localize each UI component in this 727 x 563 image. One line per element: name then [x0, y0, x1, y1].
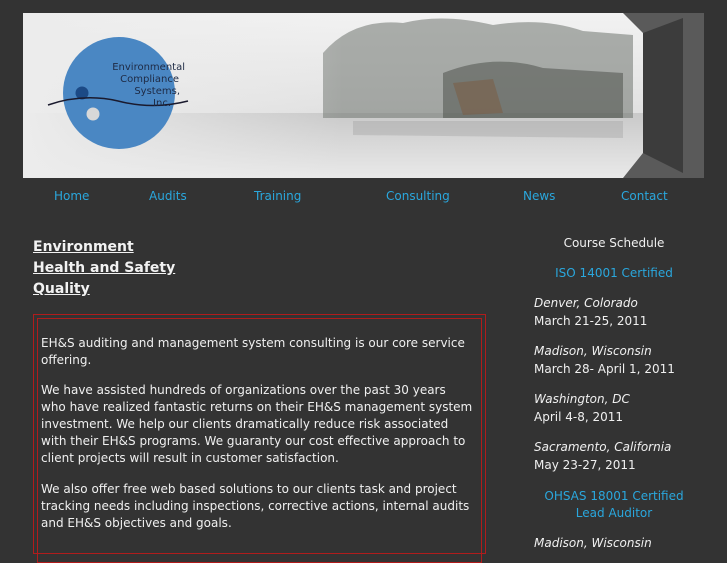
- session-dates: April 4-8, 2011: [534, 410, 624, 424]
- session-city: Denver, Colorado: [534, 296, 638, 310]
- session-city: Washington, DC: [534, 392, 630, 406]
- nav-news[interactable]: News: [523, 189, 556, 203]
- experience-paragraph: We have assisted hundreds of organizations over the past 30 years who have realized fantastic returns on their EH&S management system investment. We help our clients dramatically reduce risk associated with their EH&S programs. We guaranty our cost effective approach to client projects will result in customer satisfaction.: [41, 383, 473, 465]
- session-dates: May 23-27, 2011: [534, 458, 636, 472]
- session-dates: March 21-25, 2011: [534, 314, 648, 328]
- logo[interactable]: [65, 62, 185, 110]
- intro-paragraph: EH&S auditing and management system consulting is our core service offering.: [41, 336, 465, 367]
- iso-14001-link[interactable]: ISO 14001 Certified: [555, 266, 673, 280]
- header-banner: [23, 13, 704, 178]
- main-nav: [0, 189, 727, 207]
- topic-links: [33, 237, 175, 300]
- link-environment[interactable]: Environment: [33, 239, 134, 255]
- logo-line-2: Compliance: [120, 74, 179, 85]
- session-city: Sacramento, California: [534, 440, 672, 454]
- session-city: Madison, Wisconsin: [534, 536, 652, 550]
- web-solutions-paragraph: We also offer free web based solutions to our clients task and project tracking needs including inspections, corrective actions, internal audits and EH&S objectives and goals.: [41, 482, 470, 530]
- logo-line-3: Systems,: [134, 86, 180, 97]
- content-box: [33, 314, 486, 554]
- session-city: Madison, Wisconsin: [534, 344, 652, 358]
- logo-line-1: Environmental: [112, 62, 185, 73]
- ohsas-18001-link[interactable]: [534, 488, 694, 522]
- ohsas-line-1: OHSAS 18001 Certified: [544, 489, 684, 503]
- nav-consulting[interactable]: Consulting: [386, 189, 450, 203]
- link-quality[interactable]: Quality: [33, 281, 90, 297]
- nav-contact[interactable]: Contact: [621, 189, 668, 203]
- course-schedule-title: Course Schedule: [563, 236, 665, 250]
- nav-training[interactable]: Training: [254, 189, 302, 203]
- nav-audits[interactable]: Audits: [149, 189, 187, 203]
- link-health-and-safety[interactable]: Health and Safety: [33, 260, 176, 276]
- nav-home[interactable]: Home: [54, 189, 90, 203]
- ohsas-line-2: Lead Auditor: [575, 506, 653, 520]
- session-dates: March 28- April 1, 2011: [534, 362, 675, 376]
- logo-line-4: Inc.: [153, 98, 171, 109]
